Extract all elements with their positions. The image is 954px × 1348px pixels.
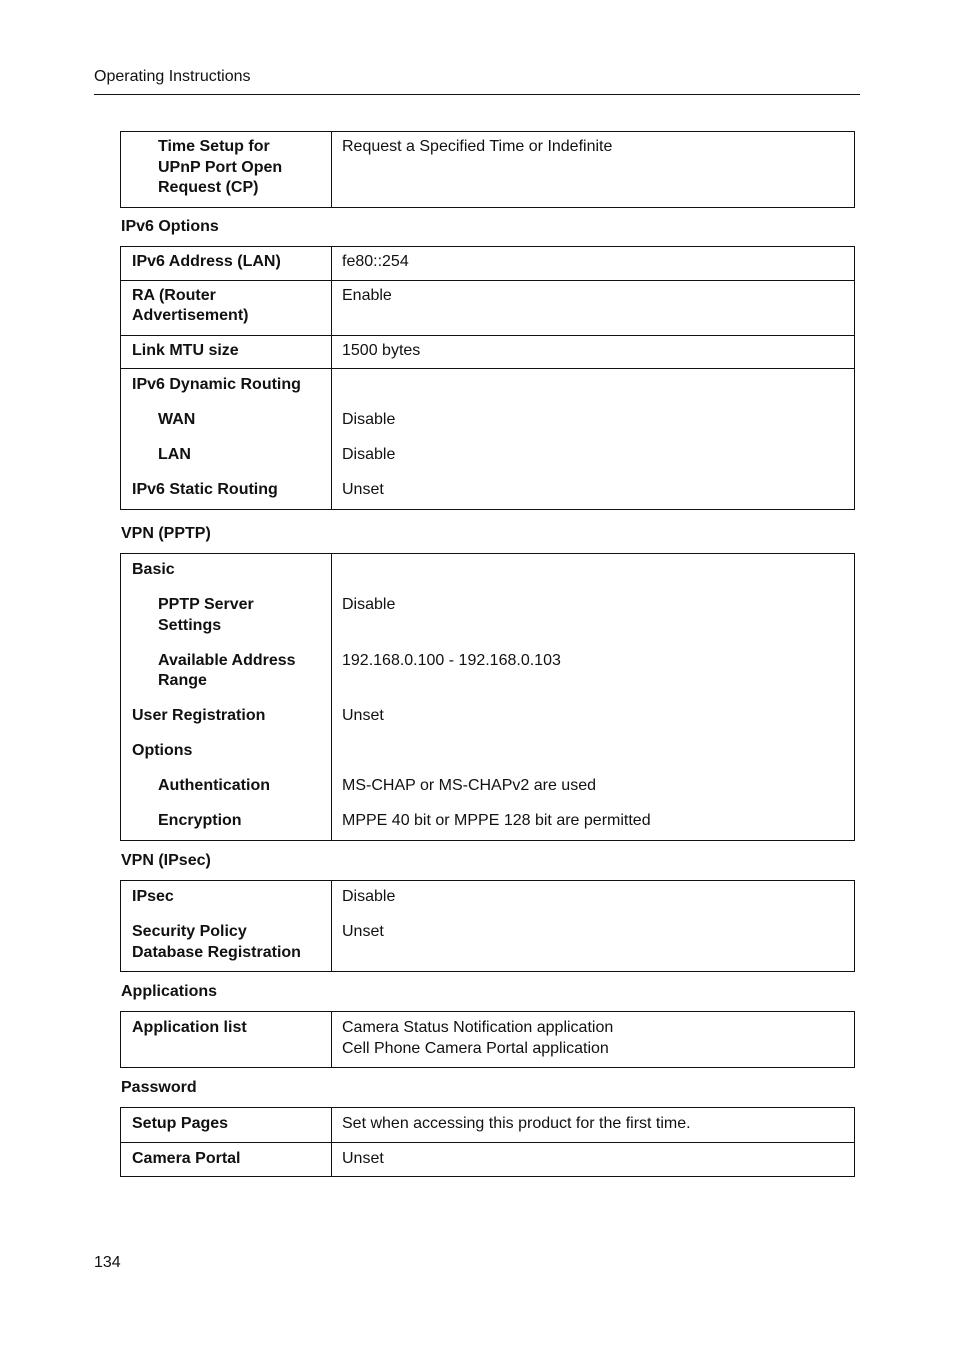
row-label: Settings	[158, 616, 222, 634]
row-label: Application list	[132, 1019, 247, 1036]
row-label: IPv6 Dynamic Routing	[132, 376, 301, 393]
row-value: fe80::254	[342, 253, 409, 270]
document-title: Operating Instructions	[94, 68, 251, 85]
row-label: IPsec	[132, 888, 174, 905]
row-value: Unset	[342, 707, 384, 724]
ipv6-options-table	[120, 246, 855, 510]
section-title-vpn-pptp: VPN (PPTP)	[121, 525, 211, 542]
table-row	[121, 280, 855, 335]
row-label: Encryption	[158, 812, 242, 829]
row-value: MS-CHAP or MS-CHAPv2 are used	[342, 777, 596, 794]
row-label: Basic	[132, 561, 175, 578]
row-label: Options	[132, 742, 193, 759]
value-cell	[332, 132, 855, 208]
row-value: Disable	[342, 596, 396, 613]
row-label: IPv6 Address (LAN)	[132, 253, 281, 270]
section-title-vpn-ipsec: VPN (IPsec)	[121, 852, 211, 869]
row-label: UPnP Port Open	[158, 158, 283, 176]
page-number: 134	[94, 1254, 121, 1271]
section-title-ipv6: IPv6 Options	[121, 218, 219, 235]
row-label: RA (Router	[132, 286, 216, 304]
vpn-ipsec-table	[120, 880, 855, 972]
table-row	[121, 554, 855, 841]
row-value: Enable	[342, 286, 392, 304]
row-value: Unset	[342, 923, 384, 940]
row-label: Authentication	[158, 777, 270, 794]
row-value: Camera Status Notification application	[342, 1019, 614, 1036]
row-label: Request (CP)	[158, 179, 259, 196]
row-value: 192.168.0.100 - 192.168.0.103	[342, 651, 561, 669]
row-value: MPPE 40 bit or MPPE 128 bit are permitted	[342, 812, 651, 829]
vpn-pptp-table	[120, 553, 855, 841]
row-value-empty	[332, 741, 854, 776]
row-label: PPTP Server	[158, 596, 254, 613]
row-value: Unset	[342, 481, 384, 498]
row-value-empty	[332, 375, 854, 410]
row-label: Setup Pages	[132, 1115, 229, 1132]
upnp-time-table	[120, 131, 855, 208]
row-value: Unset	[342, 1149, 384, 1167]
row-label: WAN	[158, 411, 196, 428]
row-label: User Registration	[132, 707, 266, 724]
row-label: Database Registration	[132, 943, 301, 961]
row-label: Link MTU size	[132, 341, 239, 359]
row-value: Set when accessing this product for the first time.	[342, 1115, 691, 1132]
section-title-applications: Applications	[121, 983, 218, 1000]
table-row	[121, 247, 855, 281]
password-table	[120, 1107, 855, 1177]
table-row	[121, 881, 855, 972]
table-row	[121, 1108, 855, 1143]
table-row	[121, 335, 855, 369]
row-value: Cell Phone Camera Portal application	[342, 1039, 609, 1057]
page-header	[94, 68, 860, 95]
table-row	[121, 369, 855, 510]
row-label: LAN	[158, 446, 191, 463]
row-value: 1500 bytes	[342, 341, 421, 359]
table-row	[121, 132, 855, 208]
row-value: Disable	[342, 446, 396, 463]
row-label: Available Address	[158, 651, 296, 669]
row-label: Range	[158, 672, 207, 689]
key-cell	[121, 132, 332, 208]
row-label: Time Setup for	[158, 138, 270, 155]
applications-table	[120, 1011, 855, 1068]
section-title-password: Password	[121, 1079, 197, 1096]
row-label: Camera Portal	[132, 1149, 241, 1167]
row-label: Security Policy	[132, 923, 247, 940]
table-row	[121, 1012, 855, 1068]
row-value: Disable	[342, 411, 396, 428]
row-label: Advertisement)	[132, 307, 249, 324]
row-value: Disable	[342, 888, 396, 905]
row-label: IPv6 Static Routing	[132, 481, 278, 498]
table-row	[121, 1142, 855, 1177]
row-value: Request a Specified Time or Indefinite	[342, 138, 613, 155]
row-value-empty	[332, 560, 854, 595]
